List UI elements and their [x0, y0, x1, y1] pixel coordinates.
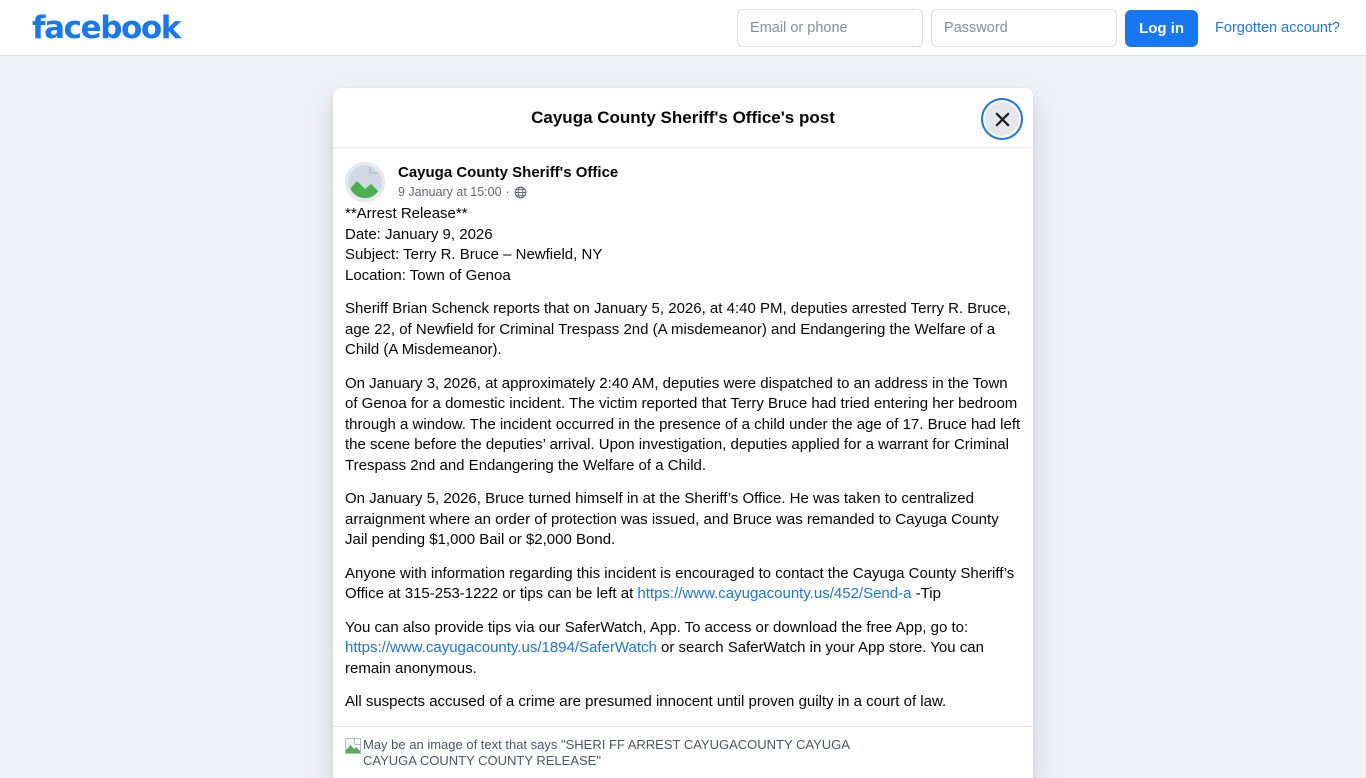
post-attachment	[333, 726, 1033, 769]
log-in-button[interactable]: Log in	[1125, 10, 1198, 47]
broken-image-icon	[345, 738, 361, 754]
post-heading-line: Location: Town of Genoa	[345, 266, 511, 284]
facebook-top-bar	[0, 0, 1366, 56]
post-paragraph: On January 5, 2026, Bruce turned himself in at the Sheriff’s Office. He was taken to centralized arraignment where an order of protection was issued, and Bruce was remanded to Cayuga County Jail pending $1,000 Bail or $2,000 Bond.	[345, 490, 999, 548]
post-author-row	[333, 148, 1033, 204]
post-dialog	[333, 88, 1033, 778]
post-author-meta	[398, 162, 618, 201]
post-author-name[interactable]: Cayuga County Sheriff's Office	[398, 164, 619, 181]
close-icon[interactable]	[985, 102, 1019, 136]
dialog-header	[333, 88, 1033, 148]
post-heading-line: **Arrest Release**	[345, 205, 468, 222]
post-heading-line: Date: January 9, 2026	[345, 225, 493, 243]
post-paragraph: Sheriff Brian Schenck reports that on January 5, 2026, at 4:40 PM, deputies arrested Terry R. Bruce, age 22, of Newfield for Criminal Trespass 2nd (A misdemeanor) and Endangering the Welfare of a Child (A Misdemeanor).	[345, 300, 1011, 358]
post-timestamp-row	[398, 184, 618, 201]
broken-image-placeholder[interactable]	[345, 737, 1021, 769]
send-a-tip-link[interactable]: https://www.cayugacounty.us/452/Send-a	[637, 585, 912, 602]
tip-text-after: -Tip	[911, 585, 941, 602]
globe-icon	[514, 186, 527, 199]
post-body-text	[333, 204, 1033, 713]
password-input[interactable]	[931, 9, 1117, 47]
email-or-phone-input[interactable]	[737, 9, 923, 47]
attachment-alt-text: May be an image of text that says "SHERI FF ARREST CAYUGACOUNTY CAYUGA CAYUGA COUNTY COUNTY RELEASE"	[363, 736, 850, 768]
saferwatch-text-after: or search SaferWatch in your App store. You can remain anonymous.	[345, 639, 984, 677]
close-x-glyph	[994, 111, 1011, 128]
saferwatch-link[interactable]: https://www.cayugacounty.us/1894/SaferWatch	[345, 639, 657, 656]
login-form	[737, 9, 1356, 47]
dialog-title: Cayuga County Sheriff's Office's post	[531, 107, 835, 127]
facebook-logo[interactable]: facebook	[32, 10, 181, 46]
post-paragraph-tip-line	[345, 564, 1021, 605]
saferwatch-text-before: You can also provide tips via our SaferWatch, App. To access or download the free App, go to:	[345, 618, 969, 636]
forgotten-account-link[interactable]: Forgotten account?	[1215, 20, 1340, 36]
post-heading-line: Subject: Terry R. Bruce – Newfield, NY	[345, 246, 603, 263]
post-paragraph-saferwatch	[345, 618, 1021, 680]
avatar[interactable]	[345, 162, 385, 202]
tip-text-before: Anyone with information regarding this incident is encouraged to contact the Cayuga County Sheriff’s Office at 315-253-1222 or tips can be left at	[345, 564, 1015, 602]
post-scroll-region[interactable]	[333, 148, 1033, 778]
post-timestamp[interactable]: 9 January at 15:00	[398, 185, 502, 199]
post-paragraph: On January 3, 2026, at approximately 2:40 AM, deputies were dispatched to an address in the Town of Genoa for a domestic incident. The victim reported that Terry Bruce had tried entering her bedroom through a window. The incident occurred in the presence of a child under the age of 17. Bruce had left the scene before the deputies’ arrival. Upon investigation, deputies applied for a warrant for Criminal Trespass 2nd and Endangering the Welfare of a Child.	[345, 374, 1021, 474]
post-disclaimer: All suspects accused of a crime are presumed innocent until proven guilty in a court of law.	[345, 693, 947, 710]
broken-image-icon	[348, 165, 382, 199]
meta-separator: ·	[505, 185, 510, 199]
